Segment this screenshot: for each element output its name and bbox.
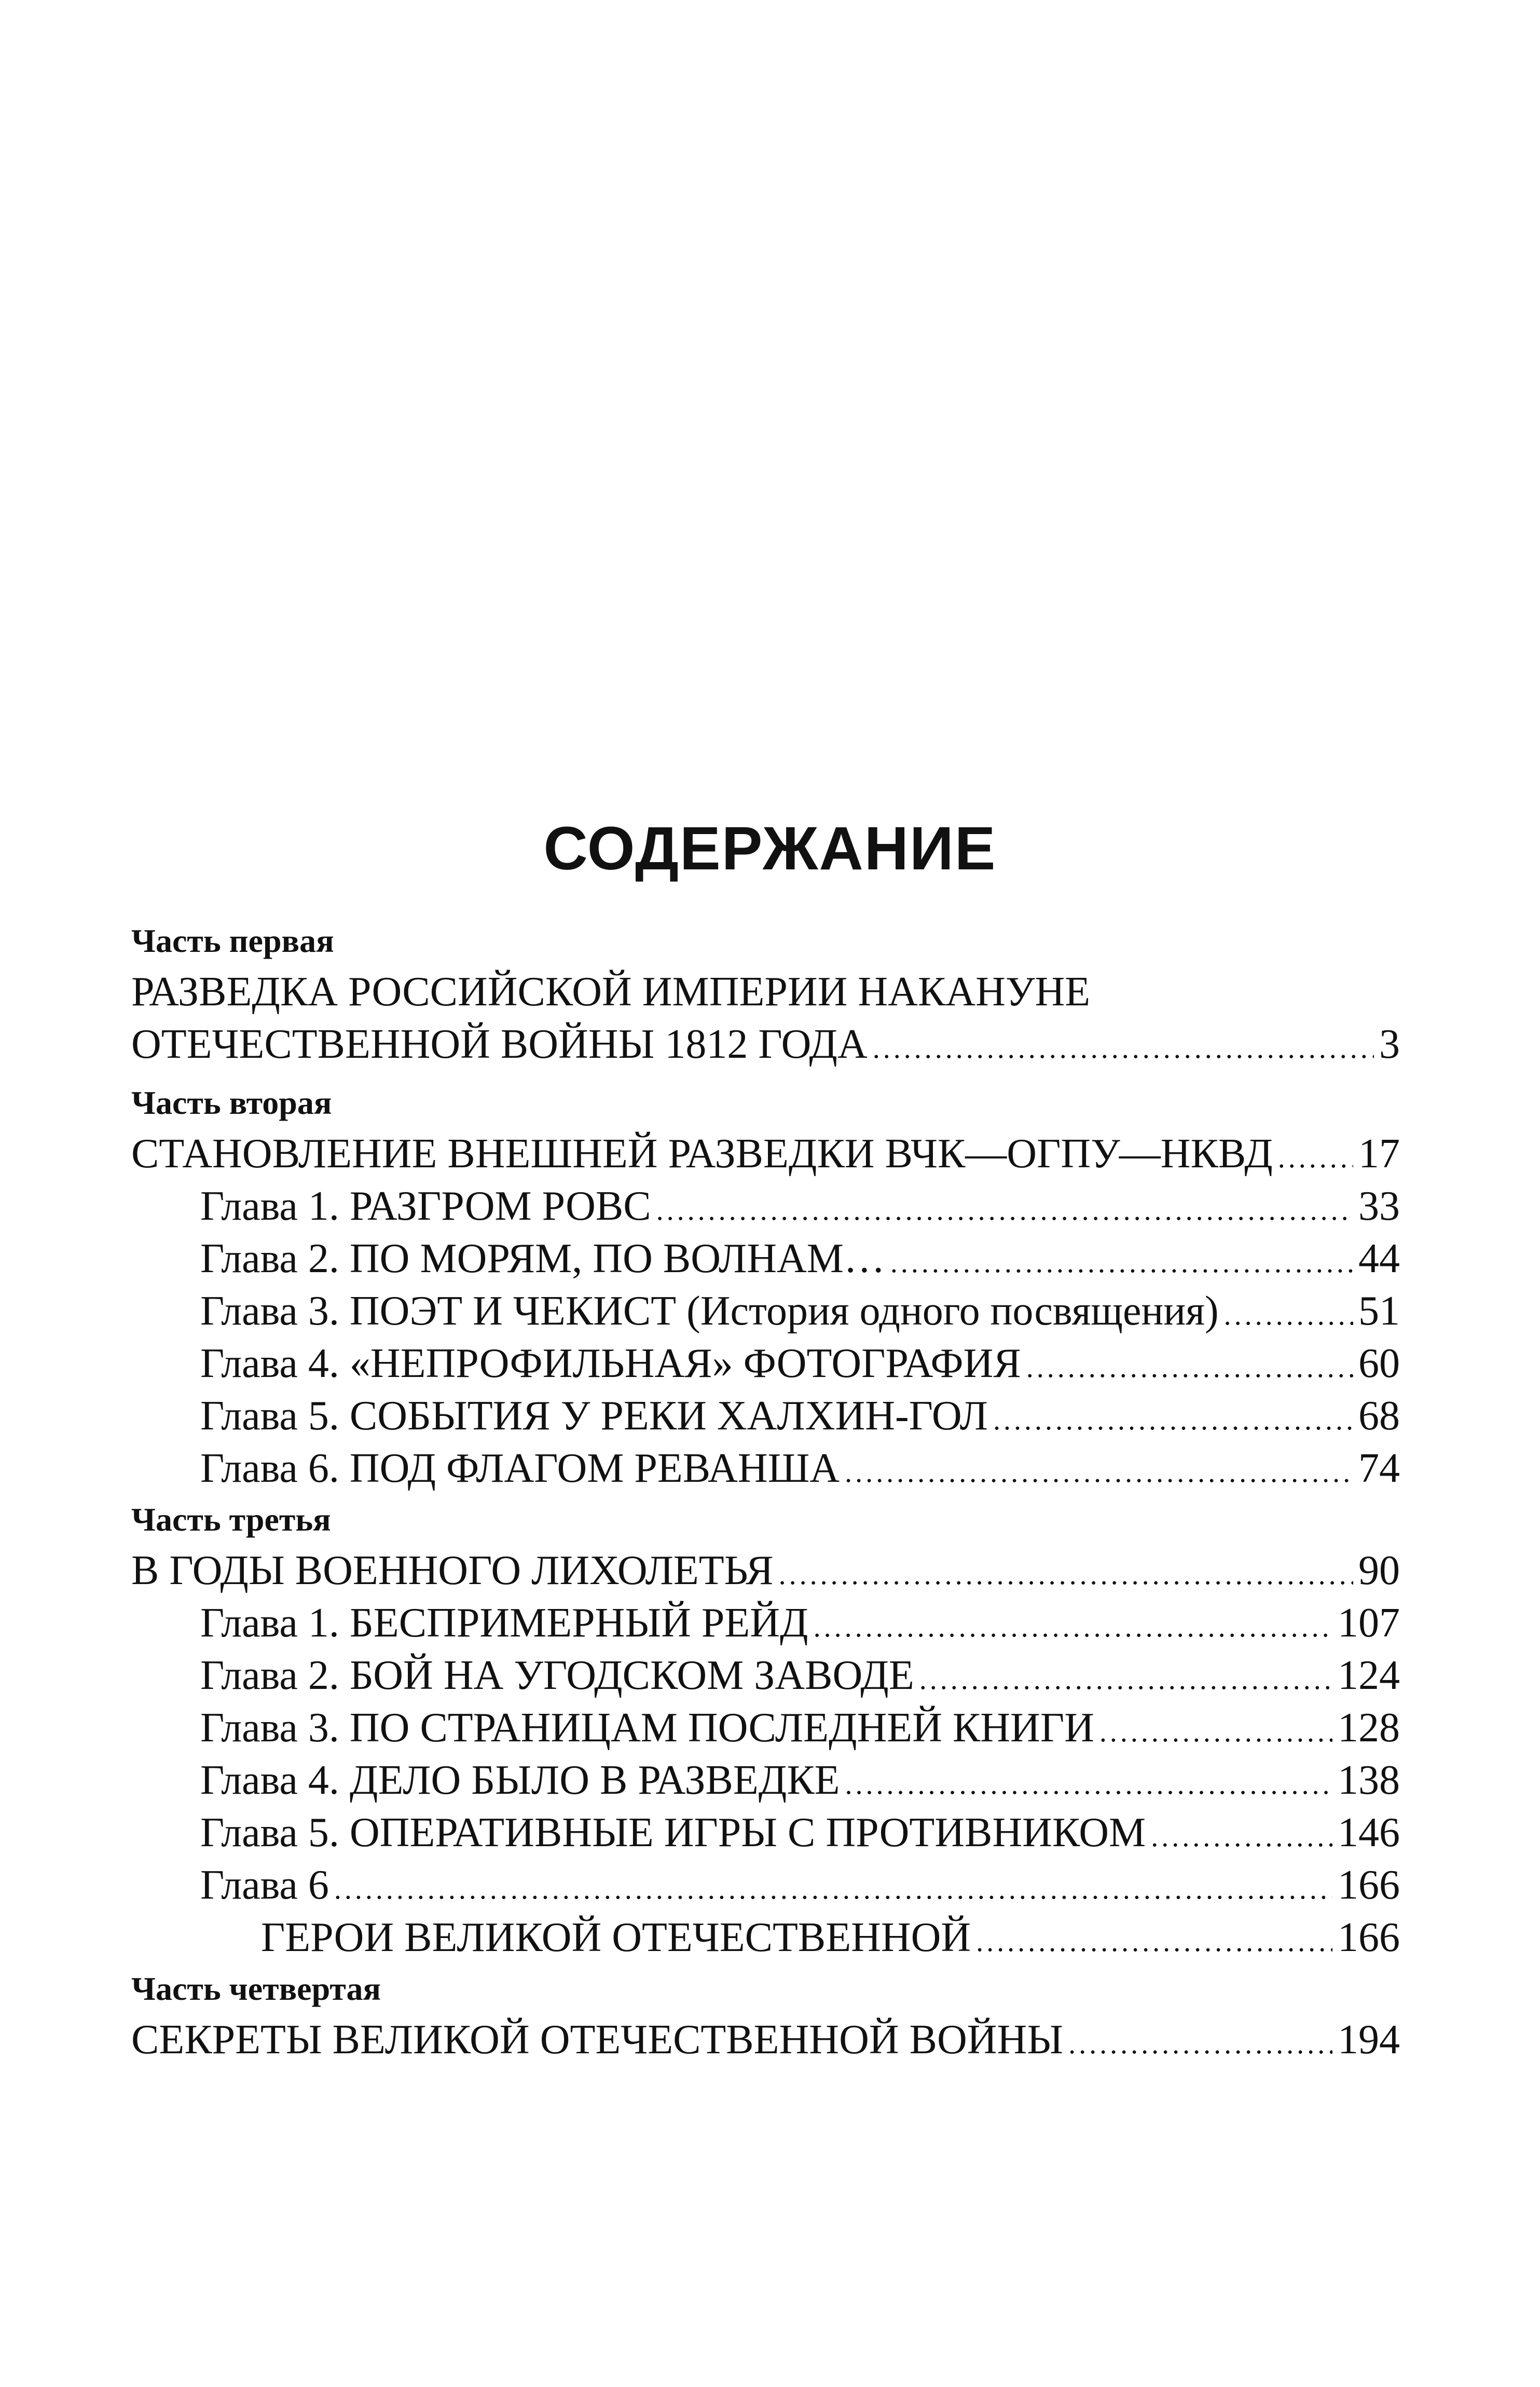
- part-label: Часть первая: [131, 922, 334, 959]
- dot-leader: [873, 1022, 1374, 1075]
- entry-title: Глава 4. ДЕЛО БЫЛО В РАЗВЕДКЕ: [200, 1757, 840, 1803]
- page-number: 194: [1338, 2017, 1400, 2063]
- chapter-entry[interactable]: [131, 1390, 1400, 1442]
- page-number: 107: [1338, 1600, 1400, 1646]
- part-label: Часть четвертая: [131, 1970, 381, 2007]
- page-number: 17: [1358, 1131, 1400, 1177]
- entry-title: Глава 5. ОПЕРАТИВНЫЕ ИГРЫ С ПРОТИВНИКОМ: [200, 1810, 1146, 1856]
- page-title: СОДЕРЖАНИЕ: [543, 814, 997, 883]
- entry-title: В ГОДЫ ВОЕННОГО ЛИХОЛЕТЬЯ: [131, 1548, 774, 1593]
- entry-title: Глава 3. ПОЭТ И ЧЕКИСТ (История одного посвящения): [200, 1288, 1219, 1334]
- entry-title: Глава 4. «НЕПРОФИЛЬНАЯ» ФОТОГРАФИЯ: [200, 1341, 1021, 1386]
- chapter-entry[interactable]: [131, 1702, 1400, 1754]
- page-number: 90: [1358, 1548, 1400, 1593]
- entry-title: Глава 6. ПОД ФЛАГОМ РЕВАНША: [200, 1445, 840, 1491]
- page-number: 166: [1338, 1862, 1400, 1908]
- page-number: 60: [1358, 1341, 1400, 1386]
- dot-leader: [845, 1758, 1332, 1811]
- part-heading-entry[interactable]: [131, 1018, 1400, 1071]
- chapter-entry[interactable]: [131, 1285, 1400, 1338]
- dot-leader: [814, 1601, 1332, 1654]
- entry-title: Глава 1. РАЗГРОМ РОВС: [200, 1183, 651, 1229]
- part-heading-entry[interactable]: [131, 1128, 1400, 1180]
- page-number: 44: [1358, 1236, 1400, 1281]
- entry-title: СТАНОВЛЕНИЕ ВНЕШНЕЙ РАЗВЕДКИ ВЧК—ОГПУ—НКВД: [131, 1131, 1273, 1177]
- table-of-contents: [131, 916, 1400, 2066]
- chapter-entry[interactable]: [131, 1649, 1400, 1702]
- entry-title: СЕКРЕТЫ ВЕЛИКОЙ ОТЕЧЕСТВЕННОЙ ВОЙНЫ: [131, 2017, 1064, 2063]
- chapter-entry[interactable]: [131, 1807, 1400, 1859]
- dot-leader: [1278, 1132, 1353, 1184]
- page-number: 128: [1338, 1705, 1400, 1751]
- entry-title: Глава 1. БЕСПРИМЕРНЫЙ РЕЙД: [200, 1600, 808, 1646]
- entry-title: Глава 5. СОБЫТИЯ У РЕКИ ХАЛХИН-ГОЛ: [200, 1393, 988, 1439]
- dot-leader: [779, 1549, 1353, 1601]
- page-number: 166: [1338, 1915, 1400, 1960]
- page-number: 146: [1338, 1810, 1400, 1856]
- dot-leader: [1026, 1342, 1353, 1394]
- dot-leader: [1224, 1289, 1353, 1342]
- entry-title: Глава 2. ПО МОРЯМ, ПО ВОЛНАМ…: [200, 1236, 885, 1281]
- dot-leader: [919, 1654, 1332, 1706]
- dot-leader: [656, 1184, 1353, 1237]
- part-heading-entry[interactable]: [131, 2014, 1400, 2066]
- dot-leader: [1151, 1811, 1332, 1863]
- dot-leader: [890, 1237, 1353, 1289]
- entry-title: ГЕРОИ ВЕЛИКОЙ ОТЕЧЕСТВЕННОЙ: [261, 1915, 971, 1960]
- dot-leader: [993, 1394, 1353, 1447]
- chapter-entry[interactable]: [131, 1442, 1400, 1495]
- entry-title: Глава 6: [200, 1862, 329, 1908]
- part-heading-entry[interactable]: [131, 1545, 1400, 1597]
- chapter-entry[interactable]: [131, 1597, 1400, 1649]
- part-title-line: РАЗВЕДКА РОССИЙСКОЙ ИМПЕРИИ НАКАНУНЕ: [131, 969, 1091, 1015]
- dot-leader: [334, 1863, 1332, 1916]
- chapter-entry[interactable]: [131, 1233, 1400, 1285]
- dot-leader: [845, 1447, 1353, 1499]
- page-number: 51: [1358, 1288, 1400, 1334]
- page-number: 3: [1379, 1021, 1400, 1067]
- chapter-entry[interactable]: [131, 1754, 1400, 1807]
- dot-leader: [976, 1916, 1332, 1968]
- page-number: 138: [1338, 1757, 1400, 1803]
- chapter-entry[interactable]: [131, 1859, 1400, 1912]
- dot-leader: [1068, 2018, 1332, 2070]
- page-number: 124: [1338, 1653, 1400, 1698]
- page-number: 74: [1358, 1445, 1400, 1491]
- entry-title: Глава 3. ПО СТРАНИЦАМ ПОСЛЕДНЕЙ КНИГИ: [200, 1705, 1094, 1751]
- chapter-entry[interactable]: [131, 1338, 1400, 1390]
- chapter-subtitle-entry[interactable]: [131, 1912, 1400, 1964]
- dot-leader: [1099, 1706, 1332, 1758]
- chapter-entry[interactable]: [131, 1180, 1400, 1233]
- entry-title: Глава 2. БОЙ НА УГОДСКОМ ЗАВОДЕ: [200, 1653, 914, 1698]
- entry-title: ОТЕЧЕСТВЕННОЙ ВОЙНЫ 1812 ГОДА: [131, 1021, 868, 1067]
- page-number: 68: [1358, 1393, 1400, 1439]
- page-number: 33: [1358, 1183, 1400, 1229]
- part-label: Часть третья: [131, 1501, 331, 1538]
- part-label: Часть вторая: [131, 1084, 332, 1121]
